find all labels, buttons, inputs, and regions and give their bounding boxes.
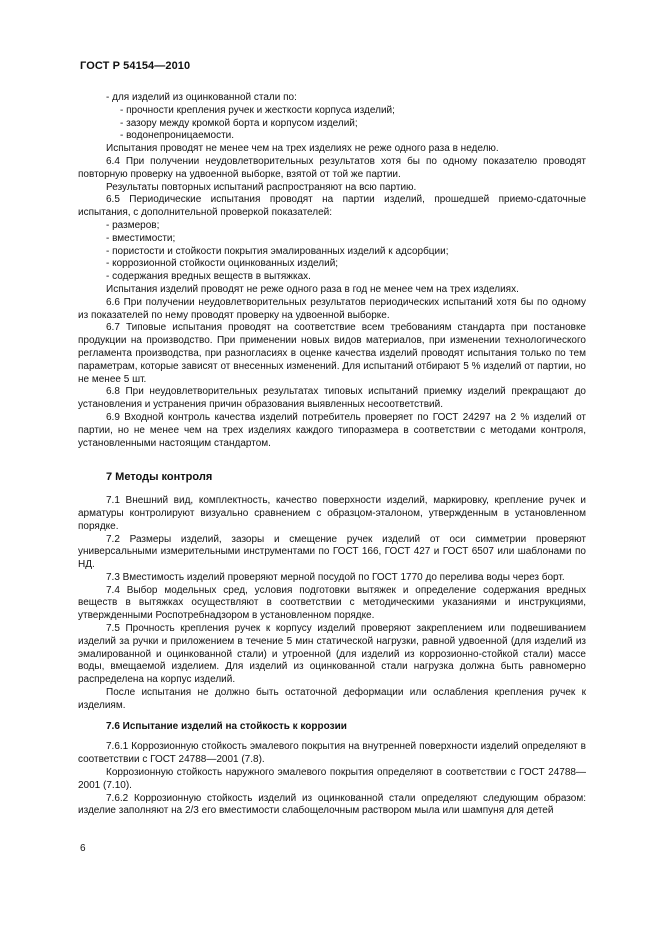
paragraph: 7.2 Размеры изделий, зазоры и смещение ручек изделий от оси симметрии проверяют универсальными измерительными инструментами по ГОСТ 166, ГОСТ 427 и ГОСТ 6507 или шаблонами по НД. xyxy=(78,533,586,571)
paragraph: 7.4 Выбор модельных сред, условия подготовки вытяжек и определение содержания вредных веществ в вытяжках осуществляют в соответствии с методическими указаниями и инструкциями, утвержденными Роспотребнадзором в установленном порядке. xyxy=(78,584,586,622)
list-item: - водонепроницаемости. xyxy=(120,130,235,142)
paragraph: 6.4 При получении неудовлетворительных результатов хотя бы по одному показателю проводят повторную проверку на удвоенной выборке, взятой от той же партии. xyxy=(78,155,586,180)
list-item: - прочности крепления ручек и жесткости корпуса изделий; xyxy=(120,104,395,116)
page-number: 6 xyxy=(80,843,86,854)
paragraph: 7.1 Внешний вид, комплектность, качество поверхности изделий, маркировку, крепление ручек и арматуры контролируют визуально сравнением с образцом-эталоном, утвержденным в установленном порядке. xyxy=(78,495,586,532)
section-heading: 7 Методы контроля xyxy=(106,471,213,484)
paragraph: 7.6.1 Коррозионную стойкость эмалевого покрытия на внутренней поверхности изделий определяют в соответствии с ГОСТ 24788—2001 (7.8). xyxy=(78,741,586,766)
paragraph: Коррозионную стойкость наружного эмалевого покрытия определяют в соответствии с ГОСТ 24788—2001 (7.10). xyxy=(78,767,586,791)
list-item: - для изделий из оцинкованной стали по: xyxy=(106,92,297,103)
paragraph: 6.7 Типовые испытания проводят на соответствие всем требованиям стандарта при постановке продукции на производство. При применении новых видов материалов, при изменении технологического регламента производства, при разногласиях в оценке качества изделий проводят испытания только по тем параметрам, которые зависят от внесенных изменений. Для испытаний отбирают 5 % изделий от партии, но не менее 5 шт. xyxy=(78,322,586,385)
paragraph: 7.6.2 Коррозионную стойкость изделий из оцинкованной стали определяют следующим образом: изделие заполняют на 2/3 его вместимости слабощелочным раствором мыла или шампуня для детей xyxy=(78,792,586,817)
paragraph: 6.6 При получении неудовлетворительных результатов периодических испытаний хотя бы по одному из показателей по нему проводят проверку на удвоенной выборке. xyxy=(78,296,586,321)
paragraph: Результаты повторных испытаний распространяют на всю партию. xyxy=(106,181,417,193)
list-item: - зазору между кромкой борта и корпусом изделий; xyxy=(120,117,358,129)
paragraph: Испытания проводят не менее чем на трех изделиях не реже одного раза в неделю. xyxy=(106,143,499,155)
paragraph: 6.8 При неудовлетворительных результатах типовых испытаний приемку изделий прекращают до установления и устранения причин образования выявленных несоответствий. xyxy=(78,386,586,411)
paragraph: 7.5 Прочность крепления ручек к корпусу изделий проверяют закреплением или подвешиванием изделий за ручки и приложением в течение 5 мин статической нагрузки, равной удвоенной (для изделий из эмалированной и оцинкованной стали) и утроенной (для изделий из коррозионно-стойкой стали) массе воды, вмещаемой изделием. Для изделий из оцинкованной стали нагрузка должна быть равномерно распределена на корпус изделий. xyxy=(78,623,586,686)
paragraph: После испытания не должно быть остаточной деформации или ослабления крепления ручек к изделиям. xyxy=(78,687,586,711)
list-item: - размеров; xyxy=(106,219,160,231)
paragraph: 6.5 Периодические испытания проводят на партии изделий, прошедшей приемо-сдаточные испытания, с дополнительной проверкой показателей: xyxy=(78,194,586,219)
paragraph: 7.3 Вместимость изделий проверяют мерной посудой по ГОСТ 1770 до перелива воды через борт. xyxy=(106,571,565,583)
document-header: ГОСТ Р 54154—2010 xyxy=(80,60,191,72)
list-item: - коррозионной стойкости оцинкованных изделий; xyxy=(106,258,339,270)
paragraph: 6.9 Входной контроль качества изделий потребитель проверяет по ГОСТ 24297 на 2 % изделий от партии, но не менее чем на трех изделиях каждого типоразмера в соответствии с методами контроля, установленными настоящим стандартом. xyxy=(78,411,586,449)
paragraph: Испытания изделий проводят не реже одного раза в год не менее чем на трех изделиях. xyxy=(106,283,519,295)
list-item: - вместимости; xyxy=(106,232,176,244)
document-body xyxy=(78,92,586,818)
list-item: - содержания вредных веществ в вытяжках. xyxy=(106,271,311,283)
list-item: - пористости и стойкости покрытия эмалированных изделий к адсорбции; xyxy=(106,245,449,257)
subsection-heading: 7.6 Испытание изделий на стойкость к коррозии xyxy=(106,720,347,732)
